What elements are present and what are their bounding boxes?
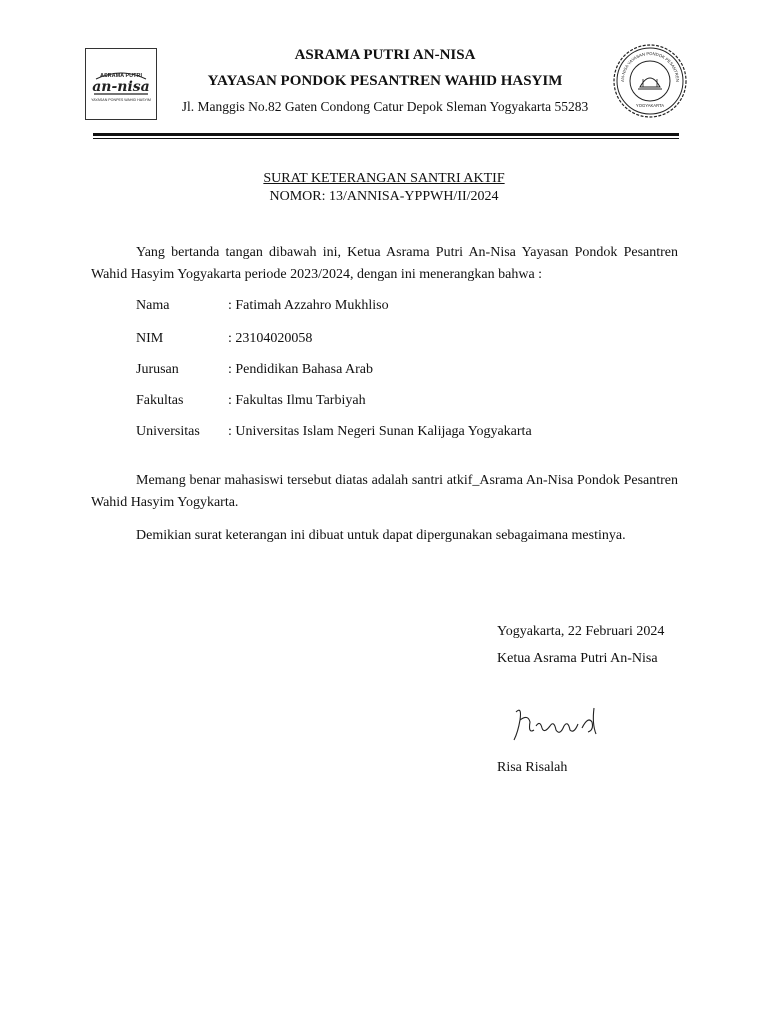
field-label-fakultas: Fakultas — [136, 393, 184, 408]
statement-text: Memang benar mahasiswi tersebut diatas adalah santri atkif_Asrama An-Nisa Pondok Pesantren Wahid Hasyim Yogykarta. — [91, 473, 678, 510]
statement-paragraph — [91, 470, 678, 514]
intro-paragraph — [91, 242, 678, 286]
field-label-nama: Nama — [136, 298, 170, 313]
field-label-universitas: Universitas — [136, 424, 200, 439]
place-date: Yogyakarta, 22 Februari 2024 — [497, 624, 665, 639]
header-institution: ASRAMA PUTRI AN-NISA — [294, 47, 476, 63]
field-value-fakultas: : Fakultas Ilmu Tarbiyah — [228, 393, 366, 408]
field-label-nim: NIM — [136, 331, 164, 346]
header-foundation: YAYASAN PONDOK PESANTREN WAHID HASYIM — [207, 73, 563, 89]
field-value-jurusan: : Pendidikan Bahasa Arab — [228, 362, 374, 377]
logo-bottom-text: YAYASAN PONPES WAHID HASYIM — [91, 98, 151, 102]
an-nisa-logo — [85, 48, 157, 120]
field-value-universitas: : Universitas Islam Negeri Sunan Kalijaga Yogyakarta — [228, 424, 532, 439]
institution-seal — [612, 43, 688, 119]
header-divider-thick — [93, 133, 679, 136]
signer-position: Ketua Asrama Putri An-Nisa — [497, 651, 658, 666]
closing-paragraph — [91, 525, 678, 547]
header-divider-thin — [93, 138, 679, 139]
field-value-nim: : 23104020058 — [228, 331, 313, 346]
signer-name: Risa Risalah — [497, 760, 568, 775]
logo-main-text: an-nisa — [92, 79, 150, 95]
closing-text: Demikian surat keterangan ini dibuat untuk dapat dipergunakan sebagaimana mestinya. — [136, 528, 626, 543]
seal-ring-text: AN-NISA YAYASAN PONDOK PESANTREN — [619, 50, 681, 82]
field-label-jurusan: Jurusan — [136, 362, 179, 377]
header-address: Jl. Manggis No.82 Gaten Condong Catur Depok Sleman Yogyakarta 55283 — [181, 99, 589, 114]
seal-bottom-text: YOGYAKARTA — [635, 103, 665, 108]
intro-text: Yang bertanda tangan dibawah ini, Ketua Asrama Putri An-Nisa Yayasan Pondok Pesantren Wahid Hasyim Yogyakarta periode 2023/2024, dengan ini menerangkan bahwa : — [91, 245, 678, 282]
logo-top-text: ASRAMA PUTRI — [100, 73, 142, 79]
letter-title: SURAT KETERANGAN SANTRI AKTIF — [263, 171, 505, 186]
letter-number: NOMOR: 13/ANNISA-YPPWH/II/2024 — [269, 189, 499, 204]
field-value-nama: : Fatimah Azzahro Mukhliso — [228, 298, 389, 313]
handwritten-signature — [508, 700, 608, 750]
